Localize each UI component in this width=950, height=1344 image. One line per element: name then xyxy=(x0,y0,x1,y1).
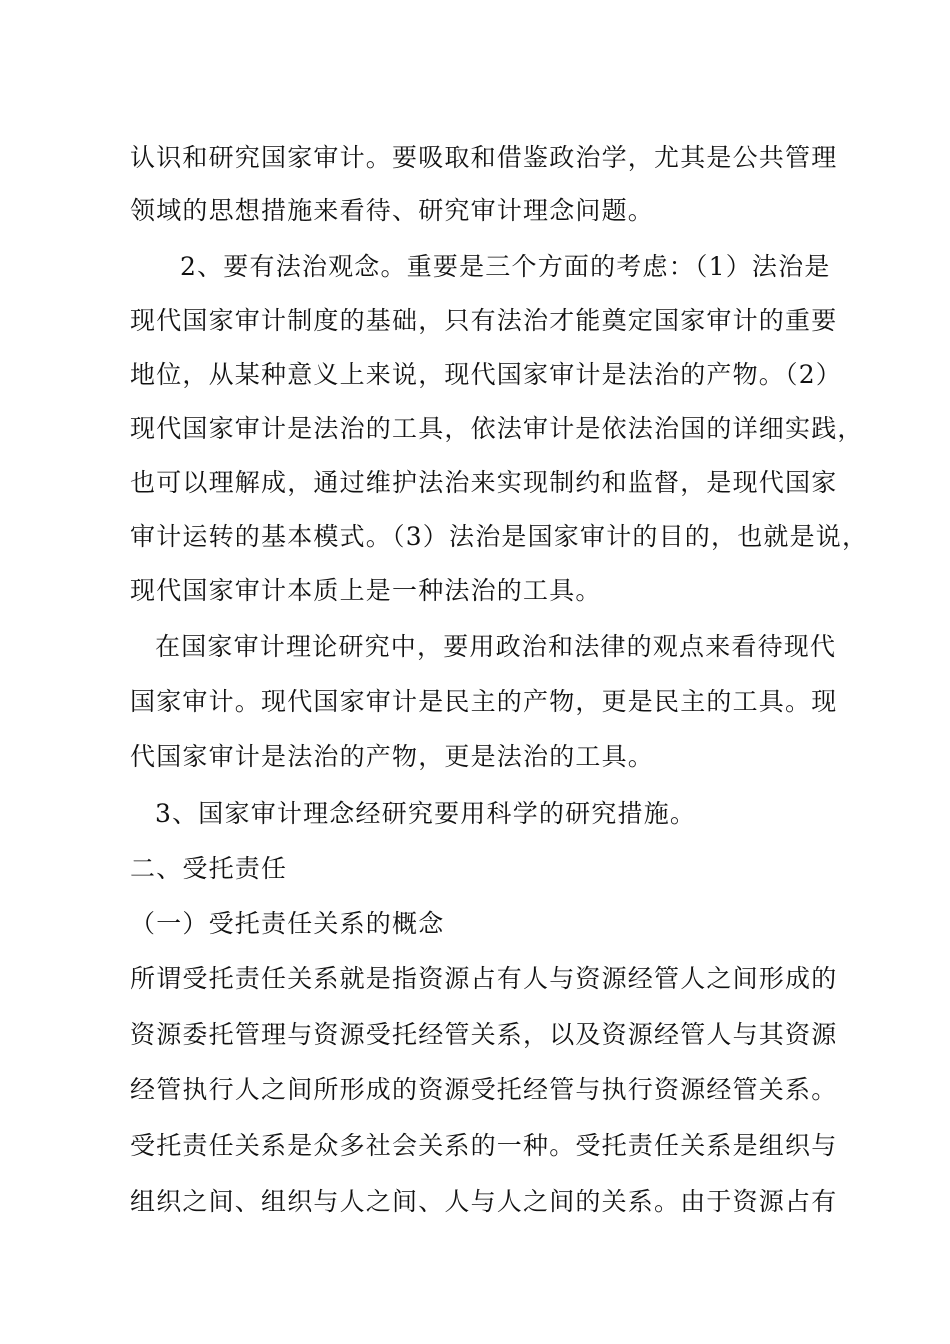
text-line: 国家审计。现代国家审计是民主的产物，更是民主的工具。现 xyxy=(130,687,838,716)
subsection-heading: （一）受托责任关系的概念 xyxy=(130,909,445,938)
text-line: 领域的思想措施来看待、研究审计理念问题。 xyxy=(130,196,655,225)
text-line: 地位，从某种意义上来说，现代国家审计是法治的产物。（2） xyxy=(130,360,843,389)
text-line: 资源委托管理与资源受托经管关系，以及资源经管人与其资源 xyxy=(130,1020,838,1049)
text-line: 组织之间、组织与人之间、人与人之间的关系。由于资源占有 xyxy=(130,1187,838,1216)
text-line: 现代国家审计是法治的工具，依法审计是依法治国的详细实践， xyxy=(130,414,864,443)
text-line: 审计运转的基本模式。（3）法治是国家审计的目的，也就是说， xyxy=(130,522,869,551)
text-line: 在国家审计理论研究中，要用政治和法律的观点来看待现代 xyxy=(155,632,837,661)
text-line: 代国家审计是法治的产物，更是法治的工具。 xyxy=(130,742,655,771)
text-line: 也可以理解成，通过维护法治来实现制约和监督，是现代国家 xyxy=(130,468,838,497)
text-line: 现代国家审计制度的基础，只有法治才能奠定国家审计的重要 xyxy=(130,306,838,335)
text-line: 受托责任关系是众多社会关系的一种。受托责任关系是组织与 xyxy=(130,1131,838,1160)
section-heading: 二、受托责任 xyxy=(130,854,288,883)
text-line: 现代国家审计本质上是一种法治的工具。 xyxy=(130,576,602,605)
text-line: 经管执行人之间所形成的资源受托经管与执行资源经管关系。 xyxy=(130,1075,838,1104)
text-line: 3、国家审计理念经研究要用科学的研究措施。 xyxy=(155,799,697,828)
text-line: 所谓受托责任关系就是指资源占有人与资源经管人之间形成的 xyxy=(130,964,838,993)
text-line: 2、要有法治观念。重要是三个方面的考虑：（1）法治是 xyxy=(180,252,831,281)
text-line: 认识和研究国家审计。要吸取和借鉴政治学，尤其是公共管理 xyxy=(130,143,838,172)
